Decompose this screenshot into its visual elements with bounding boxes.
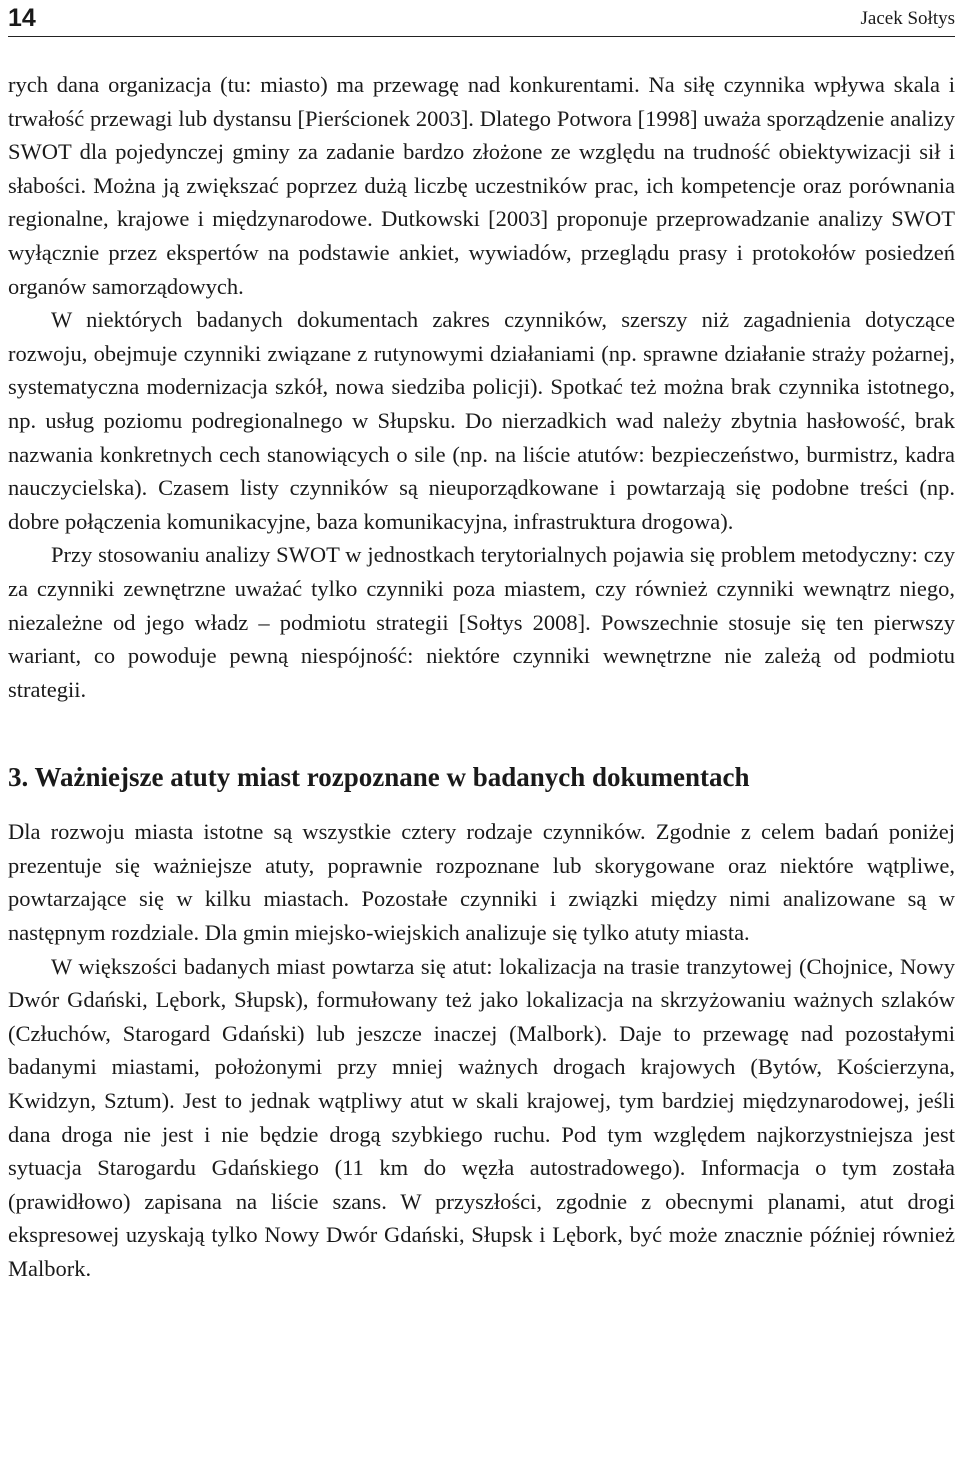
running-header: [8, 0, 955, 37]
paragraph: W niektórych badanych dokumentach zakres czynników, szerszy niż zagadnienia dotyczące rozwoju, obejmuje czynniki związane z rutynowymi działaniami (np. sprawne działanie straży pożarnej, systematyczna modernizacja szkół, nowa siedziba policji). Spotkać też można brak czynnika istotnego, np. usług poziomu podregionalnego w Słupsku. Do nierzadkich wad należy zbytnia hasłowość, brak nazwania konkretnych cech stanowiących o sile (np. na liście atutów: bezpieczeństwo, burmistrz, kadra nauczycielska). Czasem listy czynników są nieuporządkowane i powtarzają się podobne treści (np. dobre połączenia komunikacyjne, baza komunikacyjna, infrastruktura drogowa).: [8, 307, 955, 534]
paragraph-continuation: rych dana organizacja (tu: miasto) ma przewagę nad konkurentami. Na siłę czynnika wpływa skala i trwałość przewagi lub dystansu [Pierścionek 2003]. Dlatego Potwora [1998] uważa sporządzenie analizy SWOT dla pojedynczej gminy za zadanie bardzo złożone ze względu na trudność obiektywizacji sił i słabości. Można ją zwiększać poprzez dużą liczbę uczestników prac, ich kompetencje oraz porównania regionalne, krajowe i międzynarodowe. Dutkowski [2003] proponuje przeprowadzanie analizy SWOT wyłącznie przez ekspertów na podstawie ankiet, wywiadów, przeglądu prasy i protokołów posiedzeń organów samorządowych.: [8, 72, 955, 299]
document-page: [8, 0, 955, 1286]
section-heading: 3. Ważniejsze atuty miast rozpoznane w badanych dokumentach: [8, 762, 750, 793]
paragraph: Dla rozwoju miasta istotne są wszystkie cztery rodzaje czynników. Zgodnie z celem badań poniżej prezentuje się ważniejsze atuty, poprawnie rozpoznane lub skorygowane oraz niektóre wątpliwe, powtarzające się w kilku miastach. Pozostałe czynniki i związki między nimi analizowane są w następnym rozdziale. Dla gmin miejsko-wiejskich analizuje się tylko atuty miasta.: [8, 819, 955, 946]
body-text: [8, 68, 955, 1286]
paragraph: Przy stosowaniu analizy SWOT w jednostkach terytorialnych pojawia się problem metodyczny: czy za czynniki zewnętrzne uważać tylko czynniki poza miastem, czy również czynniki wewnątrz niego, niezależne od jego władz – podmiotu strategii [Sołtys 2008]. Powszechnie stosuje się ten pierwszy wariant, co powoduje pewną niespójność: niektóre czynniki wewnętrzne nie zależą od podmiotu strategii.: [8, 542, 955, 702]
paragraph: W większości badanych miast powtarza się atut: lokalizacja na trasie tranzytowej (Chojnice, Nowy Dwór Gdański, Lębork, Słupsk), formułowany też jako lokalizacja na skrzyżowaniu ważnych szlaków (Człuchów, Starogard Gdański) lub jeszcze inaczej (Malbork). Daje to przewagę nad pozostałymi badanymi miastami, położonymi przy mniej ważnych drogach krajowych (Bytów, Kościerzyna, Kwidzyn, Sztum). Jest to jednak wątpliwy atut w skali krajowej, tym bardziej międzynarodowej, jeśli dana droga nie jest i nie będzie drogą szybkiego ruchu. Pod tym względem najkorzystniejsza jest sytuacja Starogardu Gdańskiego (11 km do węzła autostradowego). Informacja o tym została (prawidłowo) zapisana na liście szans. W przyszłości, zgodnie z obecnymi planami, atut drogi ekspresowej uzyskają tylko Nowy Dwór Gdański, Słupsk i Lębork, być może znacznie później również Malbork.: [8, 953, 955, 1281]
running-header-author: Jacek Sołtys: [860, 8, 955, 29]
page-number: 14: [8, 4, 36, 32]
